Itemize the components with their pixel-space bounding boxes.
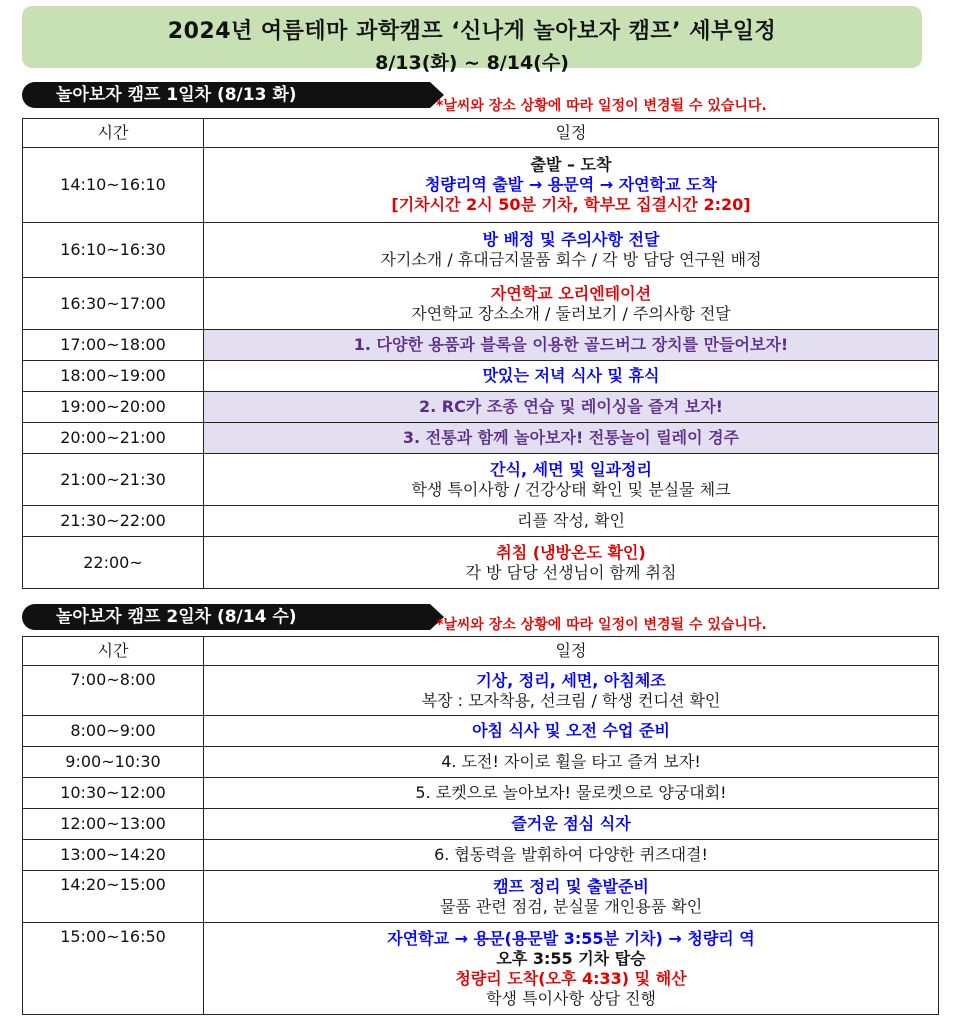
- col-schedule-header: 일정: [204, 119, 939, 148]
- day1-note: *날씨와 장소 상황에 따라 일정이 변경될 수 있습니다.: [436, 98, 767, 114]
- row-schedule: 1. 다양한 용품과 블록을 이용한 골드버그 장치를 만들어보자!: [204, 330, 939, 361]
- row-time: 15:00~16:50: [23, 923, 204, 1015]
- table-row: [23, 330, 939, 361]
- schedule-line: 기상, 정리, 세면, 아침체조: [476, 670, 666, 690]
- schedule-line: 각 방 담당 선생님이 함께 취침: [465, 562, 677, 582]
- day2-label: 놀아보자 캠프 2일차 (8/14 수): [22, 604, 430, 630]
- page-title: 2024년 여름테마 과학캠프 ‘신나게 놀아보자 캠프’ 세부일정: [167, 19, 777, 44]
- table-row: [23, 537, 939, 589]
- row-schedule: 리플 작성, 확인: [204, 506, 939, 537]
- schedule-line: 방 배정 및 주의사항 전달: [482, 230, 660, 249]
- row-time: 13:00~14:20: [23, 840, 204, 871]
- table-row: [23, 278, 939, 330]
- row-time: 12:00~13:00: [23, 809, 204, 840]
- row-schedule: [204, 871, 939, 923]
- schedule-line: 취침 (냉방온도 확인): [496, 542, 646, 562]
- row-schedule: [204, 666, 939, 716]
- col-schedule-header: 일정: [204, 637, 939, 666]
- table-row: [23, 148, 939, 223]
- day2-schedule-table: [22, 636, 939, 1015]
- row-time: 21:30~22:00: [23, 506, 204, 537]
- row-time: 16:30~17:00: [23, 278, 204, 330]
- table-row: [23, 840, 939, 871]
- row-time: 14:10~16:10: [23, 148, 204, 223]
- table-row: [23, 666, 939, 716]
- row-time: 18:00~19:00: [23, 361, 204, 392]
- table-row: [23, 809, 939, 840]
- table-row: [23, 392, 939, 423]
- row-schedule: 2. RC카 조종 연습 및 레이싱을 즐겨 보자!: [204, 392, 939, 423]
- schedule-line: 오후 3:55 기차 탑승: [496, 948, 646, 968]
- row-time: 9:00~10:30: [23, 747, 204, 778]
- row-time: 21:00~21:30: [23, 454, 204, 506]
- row-time: 19:00~20:00: [23, 392, 204, 423]
- schedule-line: 청량리 도착(오후 4:33) 및 해산: [455, 968, 687, 988]
- row-schedule: [204, 223, 939, 278]
- table-header-row: [23, 119, 939, 148]
- day2-note: *날씨와 장소 상황에 따라 일정이 변경될 수 있습니다.: [436, 617, 767, 633]
- schedule-line: 캠프 정리 및 출발준비: [493, 876, 649, 896]
- row-schedule: 4. 도전! 자이로 휠을 타고 즐겨 보자!: [204, 747, 939, 778]
- table-row: [23, 871, 939, 923]
- schedule-line: 자연학교 → 용문(용문발 3:55분 기차) → 청량리 역: [387, 928, 755, 948]
- row-schedule: [204, 278, 939, 330]
- schedule-line: 복장 : 모자착용, 선크림 / 학생 컨디션 확인: [421, 690, 721, 710]
- row-schedule: [204, 923, 939, 1015]
- row-schedule: 아침 식사 및 오전 수업 준비: [204, 716, 939, 747]
- schedule-line: 간식, 세면 및 일과정리: [490, 459, 652, 479]
- table-row: [23, 454, 939, 506]
- row-schedule: 즐거운 점심 식자: [204, 809, 939, 840]
- schedule-line: [기차시간 2시 50분 기차, 학부모 집결시간 2:20]: [391, 195, 751, 214]
- table-row: [23, 223, 939, 278]
- row-schedule: 5. 로켓으로 놀아보자! 물로켓으로 양궁대회!: [204, 778, 939, 809]
- schedule-line: 청량리역 출발 → 용문역 → 자연학교 도착: [424, 175, 718, 194]
- schedule-line: 출발 – 도착: [530, 155, 612, 174]
- title-banner: [22, 6, 922, 74]
- row-time: 20:00~21:00: [23, 423, 204, 454]
- schedule-line: 학생 특이사항 / 건강상태 확인 및 분실물 체크: [411, 479, 731, 499]
- row-time: 22:00~: [23, 537, 204, 589]
- page-date-range: 8/13(화) ~ 8/14(수): [375, 52, 569, 74]
- table-row: [23, 778, 939, 809]
- table-header-row: [23, 637, 939, 666]
- row-schedule: [204, 454, 939, 506]
- col-time-header: 시간: [23, 119, 204, 148]
- schedule-line: 물품 관련 점검, 분실물 개인용품 확인: [439, 896, 703, 916]
- table-row: [23, 716, 939, 747]
- schedule-line: 학생 특이사항 상담 진행: [486, 988, 656, 1008]
- day1-schedule-table: [22, 118, 939, 589]
- row-schedule: 맛있는 저녁 식사 및 휴식: [204, 361, 939, 392]
- table-row: [23, 923, 939, 1015]
- row-schedule: 6. 협동력을 발휘하여 다양한 퀴즈대결!: [204, 840, 939, 871]
- row-time: 16:10~16:30: [23, 223, 204, 278]
- row-schedule: [204, 148, 939, 223]
- schedule-line: 자연학교 오리엔테이션: [490, 283, 652, 303]
- row-time: 10:30~12:00: [23, 778, 204, 809]
- row-time: 7:00~8:00: [23, 666, 204, 716]
- col-time-header: 시간: [23, 637, 204, 666]
- row-time: 8:00~9:00: [23, 716, 204, 747]
- row-time: 17:00~18:00: [23, 330, 204, 361]
- table-row: [23, 361, 939, 392]
- table-row: [23, 747, 939, 778]
- table-row: [23, 423, 939, 454]
- row-time: 14:20~15:00: [23, 871, 204, 923]
- day1-label: 놀아보자 캠프 1일차 (8/13 화): [22, 82, 430, 108]
- row-schedule: [204, 537, 939, 589]
- schedule-line: 자연학교 장소소개 / 둘러보기 / 주의사항 전달: [411, 303, 731, 323]
- table-row: [23, 506, 939, 537]
- row-schedule: 3. 전통과 함께 놀아보자! 전통놀이 릴레이 경주: [204, 423, 939, 454]
- schedule-line: 자기소개 / 휴대금지물품 회수 / 각 방 담당 연구원 배정: [380, 250, 762, 269]
